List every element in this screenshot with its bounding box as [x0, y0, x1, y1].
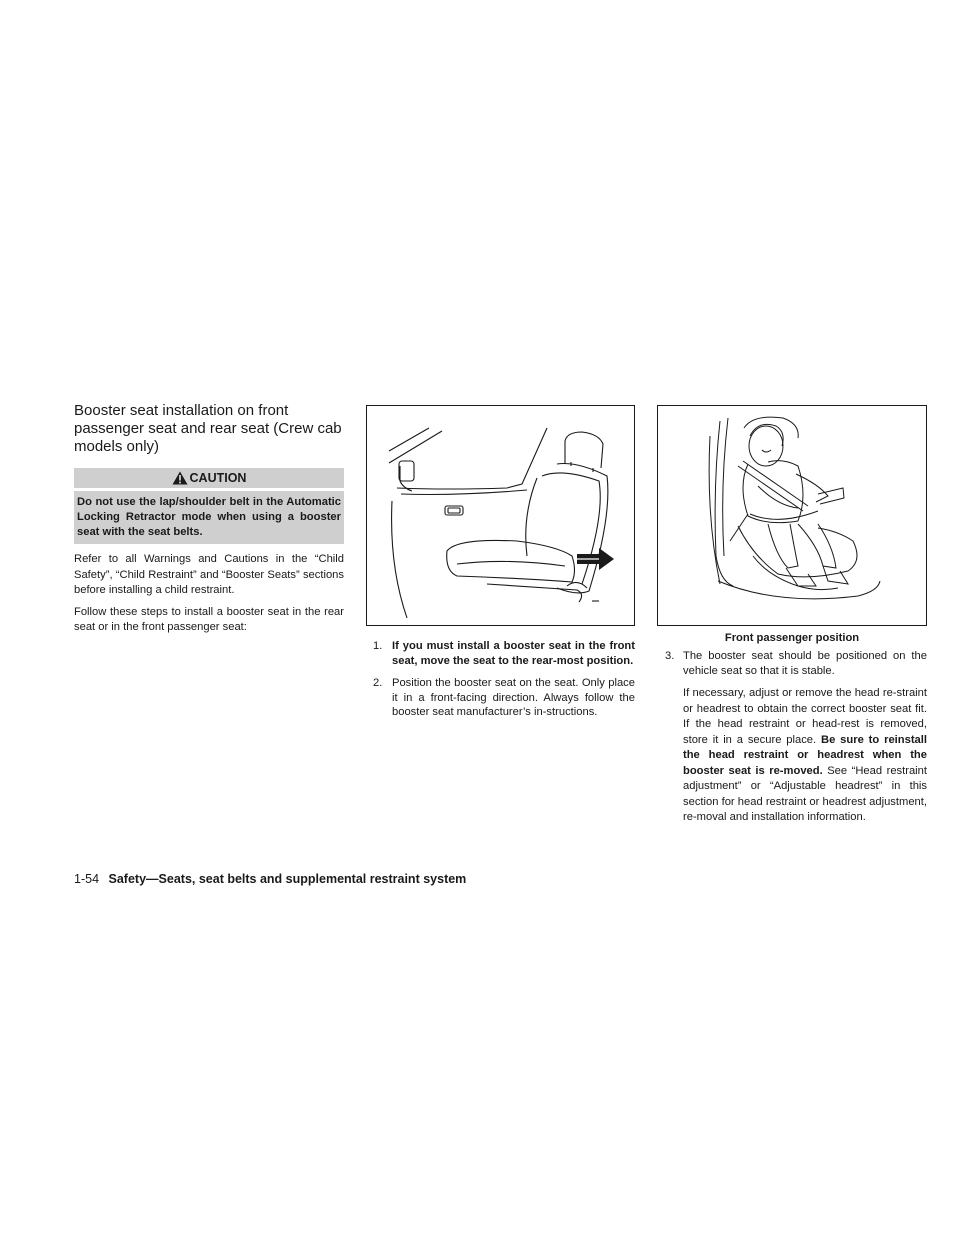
refer-paragraph: Refer to all Warnings and Cautions in the “Child Safety”, “Child Restraint” and “Booster Seats” sections before installing a child restraint.	[74, 553, 344, 596]
step-2-number: 2.	[373, 677, 383, 689]
step-3	[657, 649, 927, 678]
step-3-number: 3.	[665, 650, 675, 662]
section-title: Safety—Seats, seat belts and supplemental restraint system	[108, 872, 467, 886]
caution-label: CAUTION	[189, 471, 247, 485]
figure-caption: Front passenger position	[724, 632, 860, 644]
headrest-text-b: See “Head restraint adjustment” or “Adjustable headrest” in this section for head restraint or headrest adjustment, re-moval and installation information.	[683, 764, 928, 823]
follow-steps-paragraph: Follow these steps to install a booster seat in the rear seat or in the front passenger seat:	[74, 605, 344, 633]
caution-header	[74, 468, 344, 488]
booster-seat-illustration	[657, 405, 927, 626]
steps-list-2	[657, 649, 927, 678]
caution-text: Do not use the lap/shoulder belt in the Automatic Locking Retractor mode when using a booster seat with the seat belts.	[74, 491, 344, 544]
step-2-text: Position the booster seat on the seat. Only place it in a front-facing direction. Always follow the booster seat manufacturer’s in-structions.	[392, 677, 635, 718]
left-column	[74, 402, 344, 642]
section-heading: Booster seat installation on front passenger seat and rear seat (Crew cab models only)	[74, 402, 342, 455]
headrest-warning-bold: Be sure to reinstall the head restraint or headrest when the booster seat is re-moved.	[683, 733, 927, 777]
headrest-text-a: If necessary, adjust or remove the head re-straint or headrest to obtain the correct booster seat fit. If the head restraint or head-rest is removed, store it in a secure place.	[683, 687, 927, 746]
seat-drawing	[367, 406, 634, 625]
step-1-text: If you must install a booster seat in the front seat, move the seat to the rear-most position.	[392, 640, 635, 667]
page-number: 1-54	[74, 872, 100, 886]
right-column	[657, 405, 927, 826]
warning-triangle-icon	[172, 471, 188, 485]
headrest-paragraph	[657, 686, 927, 826]
middle-column	[366, 405, 635, 728]
page-footer	[74, 872, 466, 886]
step-3-text: The booster seat should be positioned on the vehicle seat so that it is stable.	[683, 650, 927, 677]
step-2	[366, 676, 635, 720]
step-1	[366, 639, 635, 668]
front-seat-illustration	[366, 405, 635, 626]
step-1-number: 1.	[373, 640, 383, 652]
child-booster-drawing	[658, 406, 926, 625]
steps-list-1	[366, 639, 635, 720]
